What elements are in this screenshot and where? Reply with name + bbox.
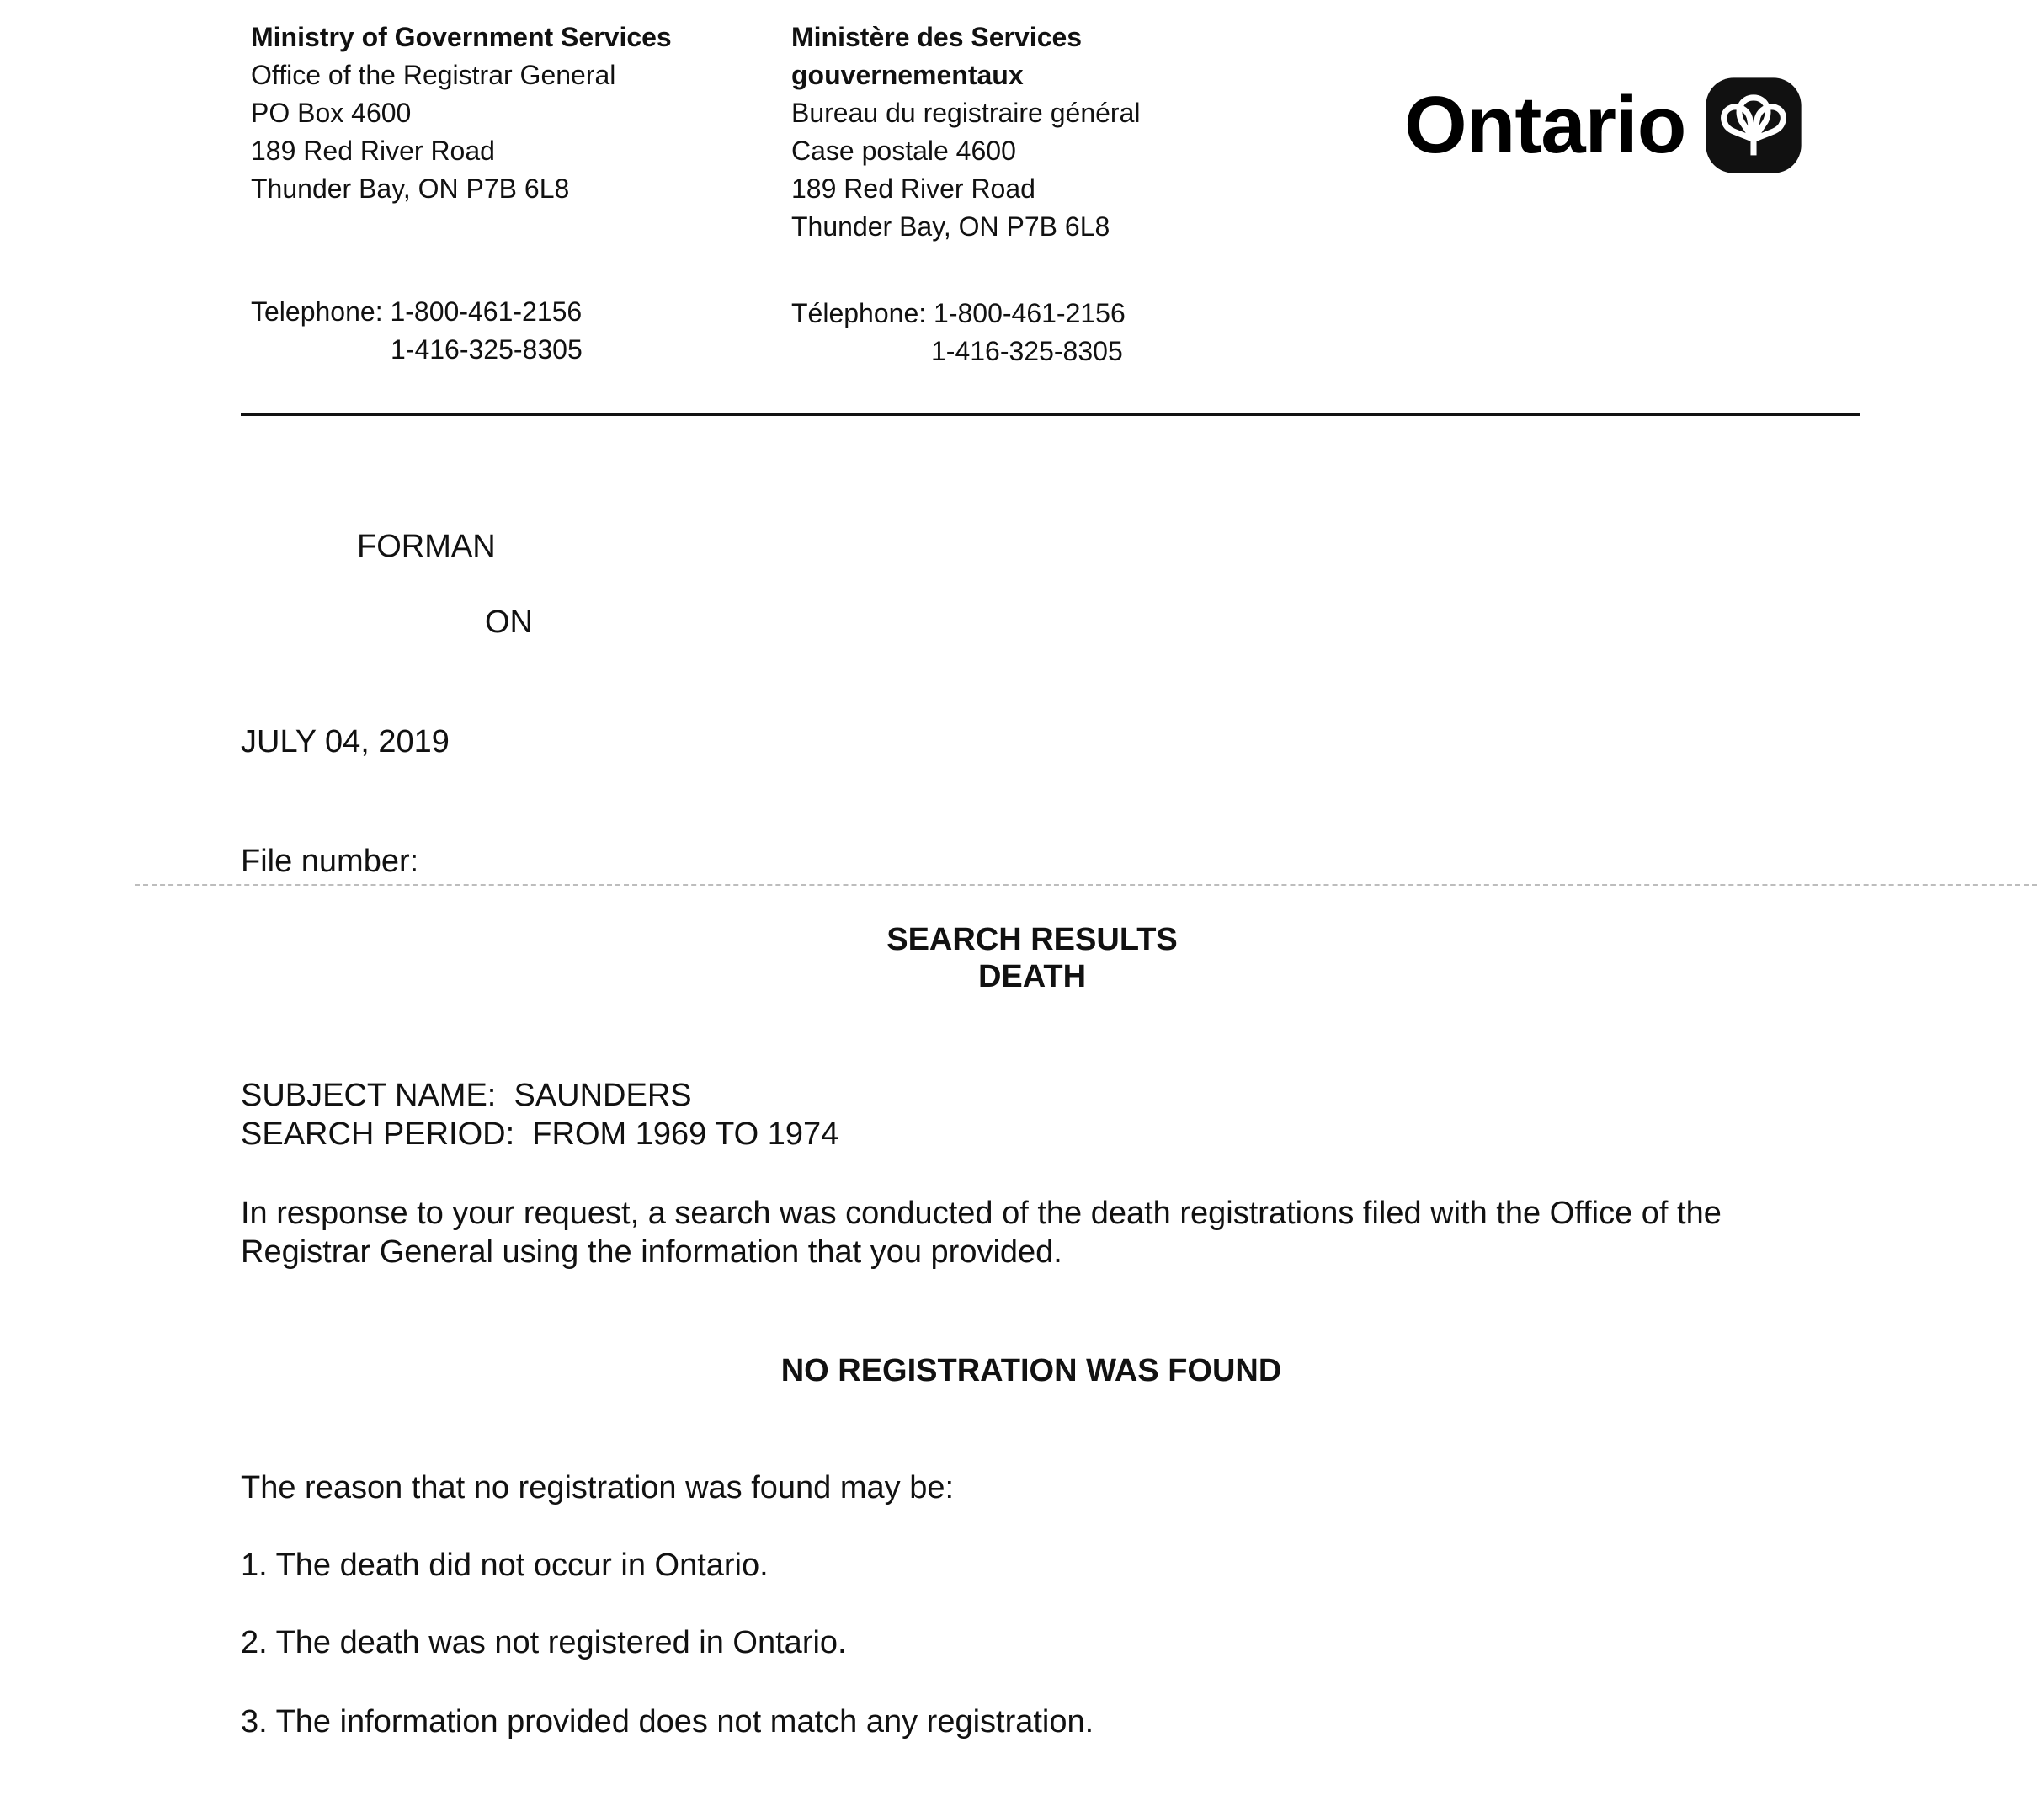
subject-name-value: SAUNDERS (514, 1078, 692, 1113)
file-number-label: File number: (241, 844, 419, 879)
response-line2: Registrar General using the information that you provided. (241, 1234, 1062, 1270)
search-period-value: FROM 1969 TO 1974 (532, 1116, 839, 1152)
response-paragraph (241, 1194, 1722, 1271)
french-ministry-line2: gouvernementaux (791, 60, 1024, 90)
french-ministry-line1: Ministère des Services (791, 22, 1083, 52)
french-po-box: Case postale 4600 (791, 136, 1016, 166)
french-street: 189 Red River Road (791, 173, 1035, 204)
subject-name-row (241, 1076, 692, 1115)
result-heading: NO REGISTRATION WAS FOUND (780, 1353, 1282, 1388)
reason-item: 3. The information provided does not match any registration. (241, 1704, 1094, 1740)
title-line2: DEATH (977, 959, 1087, 994)
english-street: 189 Red River Road (251, 136, 495, 166)
french-office: Bureau du registraire général (791, 98, 1141, 128)
french-address-block (791, 19, 1140, 246)
ontario-wordmark: Ontario (1404, 80, 1686, 170)
title-line1: SEARCH RESULTS (886, 922, 1178, 957)
english-office: Office of the Registrar General (251, 60, 616, 90)
response-line1: In response to your request, a search was conducted of the death registrations filed with the Office of the (241, 1196, 1722, 1231)
french-phone-2: 1-416-325-8305 (931, 336, 1123, 366)
recipient-province: ON (485, 605, 533, 640)
trillium-icon (1704, 76, 1803, 175)
english-phone-block (251, 293, 583, 369)
english-city: Thunder Bay, ON P7B 6L8 (251, 173, 570, 204)
search-period-row (241, 1115, 838, 1154)
english-phone-2: 1-416-325-8305 (391, 334, 583, 365)
english-address-block (251, 19, 672, 208)
english-po-box: PO Box 4600 (251, 98, 412, 128)
search-results-title (867, 921, 1197, 995)
letter-date: JULY 04, 2019 (241, 724, 450, 759)
french-phone-label: Télephone: (791, 298, 927, 328)
english-ministry: Ministry of Government Services (251, 22, 672, 52)
scan-artifact-line (135, 884, 2037, 886)
reasons-intro: The reason that no registration was found may be: (241, 1470, 955, 1505)
header-divider (241, 413, 1860, 416)
french-phone-block (791, 295, 1126, 370)
search-period-label: SEARCH PERIOD: (241, 1116, 515, 1152)
reason-item: 2. The death was not registered in Ontario. (241, 1625, 847, 1660)
ontario-logo (1404, 76, 1803, 175)
subject-name-label: SUBJECT NAME: (241, 1078, 497, 1113)
recipient-name: FORMAN (357, 529, 496, 564)
french-city: Thunder Bay, ON P7B 6L8 (791, 211, 1110, 242)
french-phone-1: 1-800-461-2156 (934, 298, 1126, 328)
reason-item: 1. The death did not occur in Ontario. (241, 1548, 769, 1583)
english-phone-label: Telephone: (251, 296, 383, 327)
english-phone-1: 1-800-461-2156 (390, 296, 583, 327)
